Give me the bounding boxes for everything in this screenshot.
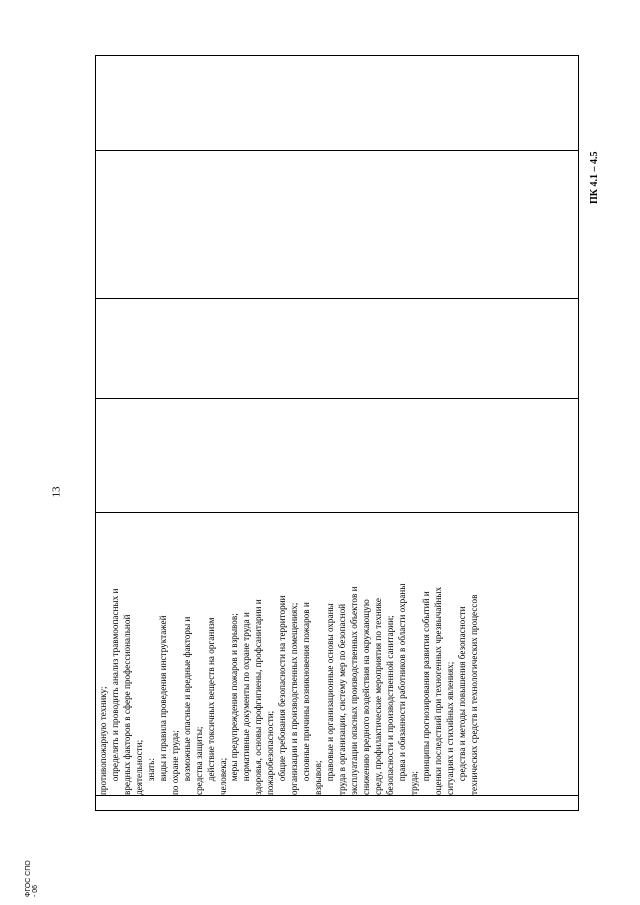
content-line: пожаробезопасности;	[265, 710, 276, 795]
content-line: деятельности;	[133, 739, 144, 795]
content-line: знать:	[145, 758, 156, 795]
row-divider-5	[95, 795, 578, 796]
content-line: средства защиты;	[193, 726, 204, 795]
content-line: организации и в производственных помещениях;	[289, 602, 300, 795]
row-divider-2	[95, 298, 578, 299]
table-bottom-border	[95, 810, 578, 811]
content-line: возможные опасные и вредные факторы и	[181, 616, 192, 795]
content-line: по охране труда;	[169, 730, 180, 795]
content-line: вредных факторов в сфере профессиональной	[121, 614, 132, 795]
content-line: труда в организации, систему мер по безопасной	[337, 603, 348, 795]
table-right-border	[578, 55, 579, 811]
content-line: технических средств и технологических процессов	[468, 594, 479, 795]
footer-code: ФГОС СПО - 06	[25, 860, 39, 897]
table-top-border	[95, 55, 578, 56]
competency-code: ПК 4.1 – 4.5	[589, 151, 600, 204]
content-line: здоровья, основы профгигиены, профсанитарии и	[253, 599, 264, 795]
content-line: нормативные документы по охране труда и	[241, 612, 252, 795]
content-line: права и обязанности работников в области охраны	[396, 583, 407, 795]
content-line: действие токсичных веществ на организм	[205, 617, 216, 795]
content-line: среду, профилактические мероприятия по технике	[372, 598, 383, 795]
row-divider-3	[95, 398, 578, 399]
content-line: виды и правила проведения инструктажей	[157, 615, 168, 795]
content-line: общие требования безопасности на территории	[277, 595, 288, 795]
content-line: принципы прогнозирования развития событий и	[420, 591, 431, 795]
content-line: человека;	[217, 757, 228, 795]
content-line: средства и методы повышения безопасности	[456, 606, 467, 795]
content-line: безопасности и производственной санитарии;	[384, 615, 395, 795]
content-line: эксплуатации опасных производственных объектов и	[349, 586, 360, 795]
content-line: правовые и организационные основы охраны	[325, 603, 336, 795]
content-line: определять и проводить анализ травмоопасных и	[109, 588, 120, 795]
content-line: оценки последствий при техногенных чрезвычайных	[432, 586, 443, 795]
content-line: ситуациях и стихийных явлениях;	[444, 661, 455, 795]
content-line: основные причины возникновения пожаров и	[301, 602, 312, 795]
content-line: меры предупреждения пожаров и взрывов;	[229, 613, 240, 795]
row-divider-1	[95, 150, 578, 151]
content-line: взрывов;	[313, 760, 324, 795]
content-line: противопожарную технику;	[98, 686, 108, 795]
content-column	[98, 512, 576, 795]
content-line: снижению вредного воздействия на окружающую	[360, 599, 371, 795]
table-left-border	[95, 55, 96, 811]
page-number: 13	[50, 486, 63, 498]
content-line: труда;	[408, 771, 419, 795]
content-lines	[98, 497, 481, 795]
